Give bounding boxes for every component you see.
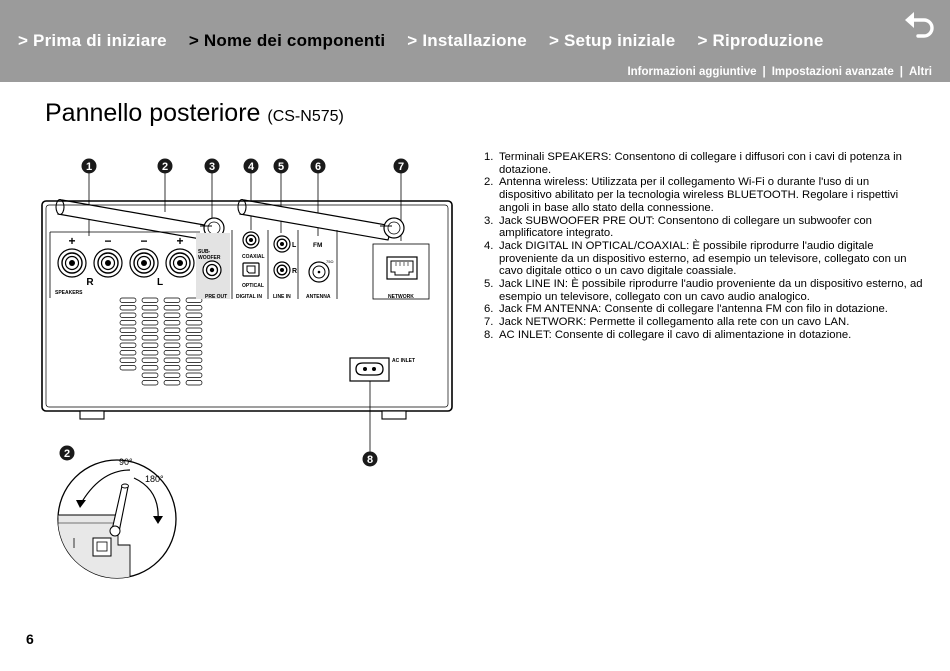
vent-slot — [120, 313, 136, 318]
line-in-r-label: R — [292, 268, 298, 275]
network-section — [373, 244, 429, 300]
vent-slot — [142, 358, 158, 363]
vent-slot — [186, 351, 202, 356]
vent-slot — [142, 343, 158, 348]
component-description-list — [484, 151, 924, 342]
nav-prima-di-iniziare[interactable]: > Prima di iniziare — [18, 31, 167, 50]
speaker-plus-r: + — [68, 234, 76, 248]
speaker-minus-r: − — [104, 234, 112, 248]
list-item-text: Antenna wireless: Utilizzata per il collegamento Wi-Fi o durante l'uso di un dispositivo abilitato per la tecnologia wireless BLUETOOTH. Regolare i rispettivi angoli in base allo stato della connessione. — [499, 176, 899, 214]
fm-antenna-jack — [309, 262, 329, 282]
list-item-number: 3. — [484, 214, 494, 227]
digital-in-section — [236, 230, 268, 300]
callout-8 — [363, 452, 378, 467]
vent-slot — [164, 306, 180, 311]
svg-text:2: 2 — [63, 448, 71, 460]
network-label: NETWORK — [388, 294, 414, 300]
speakers-section — [50, 232, 200, 298]
vent-slot — [120, 336, 136, 341]
callout-6 — [311, 159, 326, 174]
list-item-text: Jack NETWORK: Permette il collegamento alla rete con un cavo LAN. — [499, 316, 850, 329]
vent-slot — [164, 381, 180, 386]
vent-slot — [142, 336, 158, 341]
line-in-l-label: L — [292, 242, 297, 249]
list-item-text: Jack DIGITAL IN OPTICAL/COAXIAL: È possibile riprodurre l'audio digitale proveniente da un dispositivo esterno, ad esempio un televisore, collegato con un cavo digitale ottico o un cavo digitale coassiale. — [499, 239, 907, 278]
list-item-text: Jack LINE IN: È possibile riprodurre l'audio proveniente da un dispositivo esterno, ad esempio un televisore, collegato con un cavo audio analogico. — [499, 278, 923, 303]
detail-callout-2 — [60, 446, 75, 461]
network-jack — [387, 257, 417, 279]
vent-slot — [120, 351, 136, 356]
wireless-antenna-left — [56, 200, 210, 241]
link-altri[interactable]: Altri — [909, 66, 932, 78]
line-in-r-jack — [274, 262, 290, 278]
vent-slot — [164, 321, 180, 326]
coaxial-label: COAXIAL — [242, 254, 265, 260]
speaker-terminal-l-plus — [166, 249, 194, 277]
svg-text:5: 5 — [277, 161, 285, 173]
svg-text:2: 2 — [161, 161, 169, 173]
subnav-separator: | — [899, 66, 903, 78]
antenna-rotation-detail — [58, 457, 176, 580]
list-item-number: 2. — [484, 176, 494, 189]
vent-slot — [142, 381, 158, 386]
speaker-terminal-r-plus — [58, 249, 86, 277]
list-item-number: 8. — [484, 328, 494, 341]
subwoofer-pre-out-section — [196, 230, 232, 300]
nav-nome-dei-componenti[interactable]: > Nome dei componenti — [188, 31, 386, 50]
list-item-text: Jack SUBWOOFER PRE OUT: Consentono di collegare un subwoofer con amplificatore integrato. — [499, 214, 872, 240]
vent-slot — [120, 321, 136, 326]
callout-3 — [205, 159, 220, 174]
list-item — [484, 215, 924, 240]
vent-slot — [186, 366, 202, 371]
ohm-label: 75Ω — [326, 259, 334, 264]
list-item-number: 5. — [484, 278, 494, 291]
callout-4 — [244, 159, 259, 174]
angle-180-label: 180° — [145, 474, 164, 484]
list-item — [484, 176, 924, 214]
vent-slot — [120, 343, 136, 348]
page-number: 6 — [26, 631, 34, 647]
antenna-base-right — [384, 218, 404, 238]
vent-slot — [164, 358, 180, 363]
vent-slot — [186, 343, 202, 348]
vent-slot — [186, 321, 202, 326]
list-item-number: 1. — [484, 151, 494, 163]
list-item — [484, 303, 924, 316]
svg-text:4: 4 — [247, 161, 255, 173]
list-item — [484, 240, 924, 278]
svg-text:7: 7 — [397, 161, 405, 173]
list-item-text: Terminali SPEAKERS: Consentono di collegare i diffusori con i cavi di potenza in dotazione. — [499, 151, 902, 176]
speaker-terminal-r-minus — [94, 249, 122, 277]
subnav-separator: | — [762, 66, 766, 78]
optical-label: OPTICAL — [242, 283, 264, 289]
page-title-text: Pannello posteriore — [45, 99, 261, 127]
speakers-label: SPEAKERS — [55, 290, 83, 296]
vent-slot — [120, 306, 136, 311]
speaker-terminal-l-minus — [130, 249, 158, 277]
nav-setup-iniziale[interactable]: > Setup iniziale — [548, 31, 676, 50]
vent-slot — [186, 306, 202, 311]
vent-slot — [142, 298, 158, 303]
callout-1 — [82, 159, 97, 174]
nav-installazione[interactable]: > Installazione — [407, 31, 527, 50]
vent-slot — [164, 328, 180, 333]
line-in-l-jack — [274, 236, 290, 252]
optical-jack — [243, 263, 259, 276]
vent-slot — [164, 336, 180, 341]
svg-text:8: 8 — [366, 454, 374, 466]
vent-slot — [142, 373, 158, 378]
list-item-number: 6. — [484, 303, 494, 316]
fm-antenna-section — [306, 230, 337, 300]
vent-slot — [164, 298, 180, 303]
pre-out-label: PRE OUT — [205, 294, 228, 300]
fm-label: FM — [313, 242, 323, 249]
vent-slot — [142, 366, 158, 371]
vent-slot — [186, 328, 202, 333]
list-item — [484, 329, 924, 342]
vent-slot — [120, 366, 136, 371]
svg-text:1: 1 — [85, 161, 93, 173]
ventilation-slots — [120, 298, 202, 385]
svg-text:6: 6 — [314, 161, 322, 173]
vent-slot — [186, 358, 202, 363]
callout-5 — [274, 159, 289, 174]
vent-slot — [164, 343, 180, 348]
ac-inlet-label: AC INLET — [392, 358, 416, 364]
digital-in-label: DIGITAL IN — [236, 294, 262, 300]
list-item-number: 4. — [484, 239, 494, 252]
list-item-number: 7. — [484, 316, 494, 329]
coaxial-jack — [243, 232, 259, 248]
vent-slot — [120, 298, 136, 303]
vent-slot — [142, 321, 158, 326]
vent-slot — [164, 351, 180, 356]
ac-inlet-section — [350, 358, 415, 381]
vent-slot — [164, 313, 180, 318]
vent-slot — [186, 336, 202, 341]
callout-7 — [394, 159, 409, 174]
line-in-label: LINE IN — [273, 294, 291, 300]
callout-2 — [158, 159, 173, 174]
vent-slot — [142, 313, 158, 318]
link-impostazioni-avanzate[interactable]: Impostazioni avanzate — [771, 66, 894, 78]
list-item-text: Jack FM ANTENNA: Consente di collegare l'antenna FM con filo in dotazione. — [499, 303, 888, 316]
vent-slot — [186, 381, 202, 386]
nav-riproduzione[interactable]: > Riproduzione — [697, 31, 824, 50]
vent-slot — [186, 373, 202, 378]
wireless-antenna-right — [238, 200, 392, 241]
page-title-model: (CS-N575) — [267, 108, 344, 125]
vent-slot — [142, 351, 158, 356]
link-informazioni-aggiuntive[interactable]: Informazioni aggiuntive — [627, 66, 757, 78]
foot-right — [382, 411, 406, 419]
subwoofer-jack — [203, 261, 221, 279]
list-item — [484, 278, 924, 303]
speaker-label-r: R — [86, 277, 94, 288]
vent-slot — [142, 328, 158, 333]
vent-slot — [142, 306, 158, 311]
foot-left — [80, 411, 104, 419]
woofer-label: WOOFER — [198, 255, 221, 261]
list-item — [484, 151, 924, 176]
vent-slot — [186, 313, 202, 318]
speaker-label-l: L — [156, 277, 164, 288]
speaker-plus-l: + — [176, 234, 184, 248]
speaker-minus-l: − — [140, 234, 148, 248]
list-item-text: AC INLET: Consente di collegare il cavo di alimentazione in dotazione. — [499, 328, 852, 341]
vent-slot — [120, 328, 136, 333]
svg-text:3: 3 — [208, 161, 216, 173]
vent-slot — [164, 366, 180, 371]
antenna-label: ANTENNA — [306, 294, 331, 300]
angle-90-label: 90° — [119, 457, 133, 467]
sub-label: SUB- — [198, 249, 211, 255]
line-in-section — [273, 230, 298, 300]
list-item — [484, 316, 924, 329]
vent-slot — [120, 358, 136, 363]
vent-slot — [164, 373, 180, 378]
